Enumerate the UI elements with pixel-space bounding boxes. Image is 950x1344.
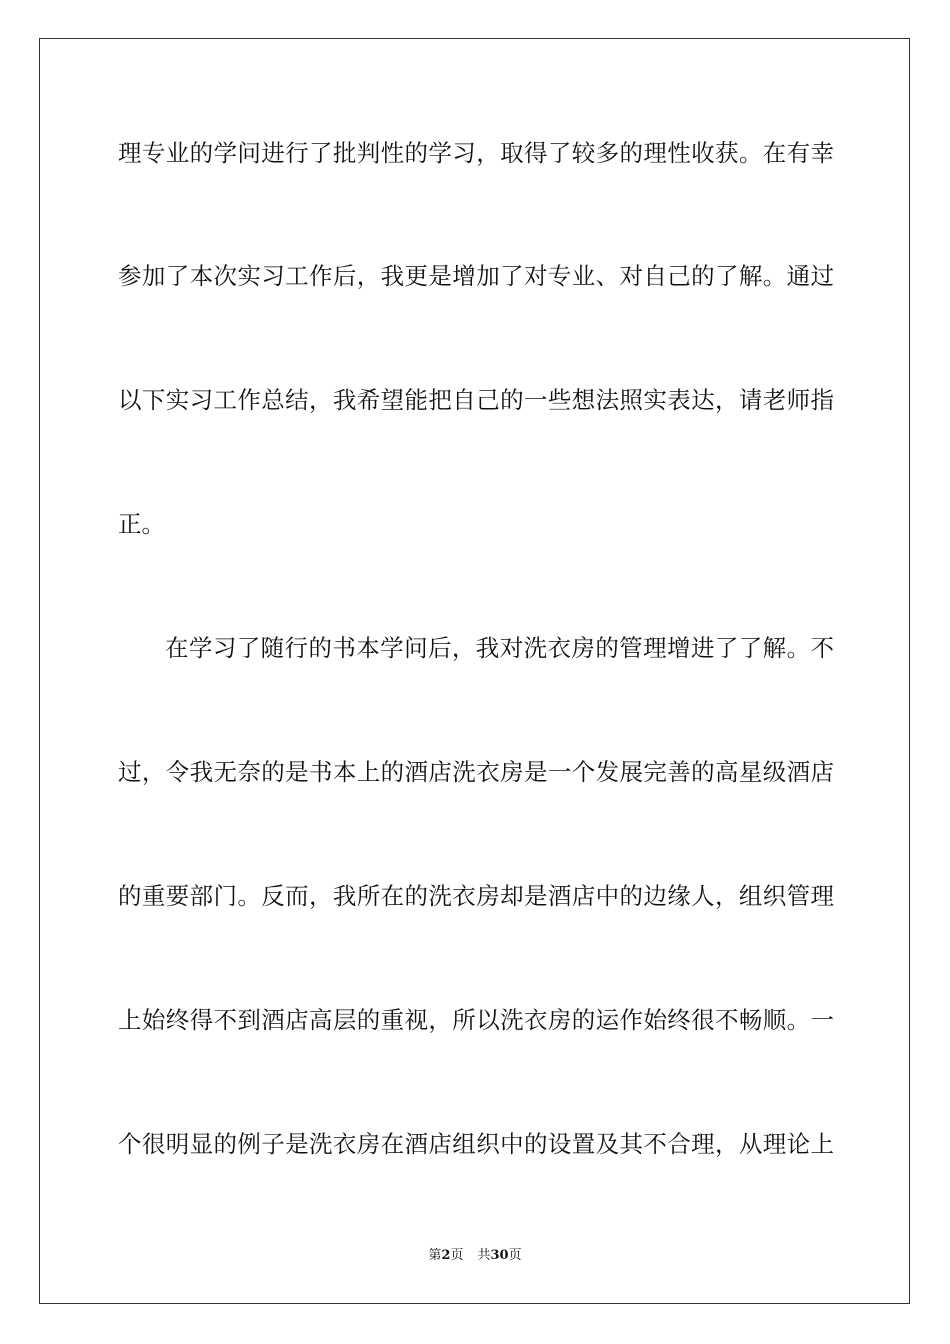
page-suffix: 页 — [450, 1248, 464, 1263]
body-line-6: 过，令我无奈的是书本上的酒店洗衣房是一个发展完善的高星级酒店 — [118, 758, 834, 786]
page-prefix: 第 — [428, 1248, 442, 1263]
page-footer — [0, 1246, 950, 1266]
page-border — [39, 38, 910, 1304]
total-prefix: 共 — [477, 1248, 491, 1263]
total-suffix: 页 — [508, 1248, 522, 1263]
page-number: 2 — [441, 1248, 451, 1263]
total-pages: 30 — [490, 1248, 509, 1263]
body-line-3: 以下实习工作总结，我希望能把自己的一些想法照实表达，请老师指 — [118, 386, 834, 414]
body-line-7: 的重要部门。反而，我所在的洗衣房却是酒店中的边缘人，组织管理 — [118, 882, 834, 910]
body-line-4: 正。 — [118, 510, 165, 538]
body-line-2: 参加了本次实习工作后，我更是增加了对专业、对自己的了解。通过 — [118, 262, 834, 290]
body-line-8: 上始终得不到酒店高层的重视，所以洗衣房的运作始终很不畅顺。一 — [118, 1006, 834, 1034]
body-line-5: 在学习了随行的书本学问后，我对洗衣房的管理增进了了解。不 — [165, 634, 834, 662]
body-line-9: 个很明显的例子是洗衣房在酒店组织中的设置及其不合理，从理论上 — [118, 1130, 834, 1158]
body-line-1: 理专业的学问进行了批判性的学习，取得了较多的理性收获。在有幸 — [118, 139, 834, 167]
